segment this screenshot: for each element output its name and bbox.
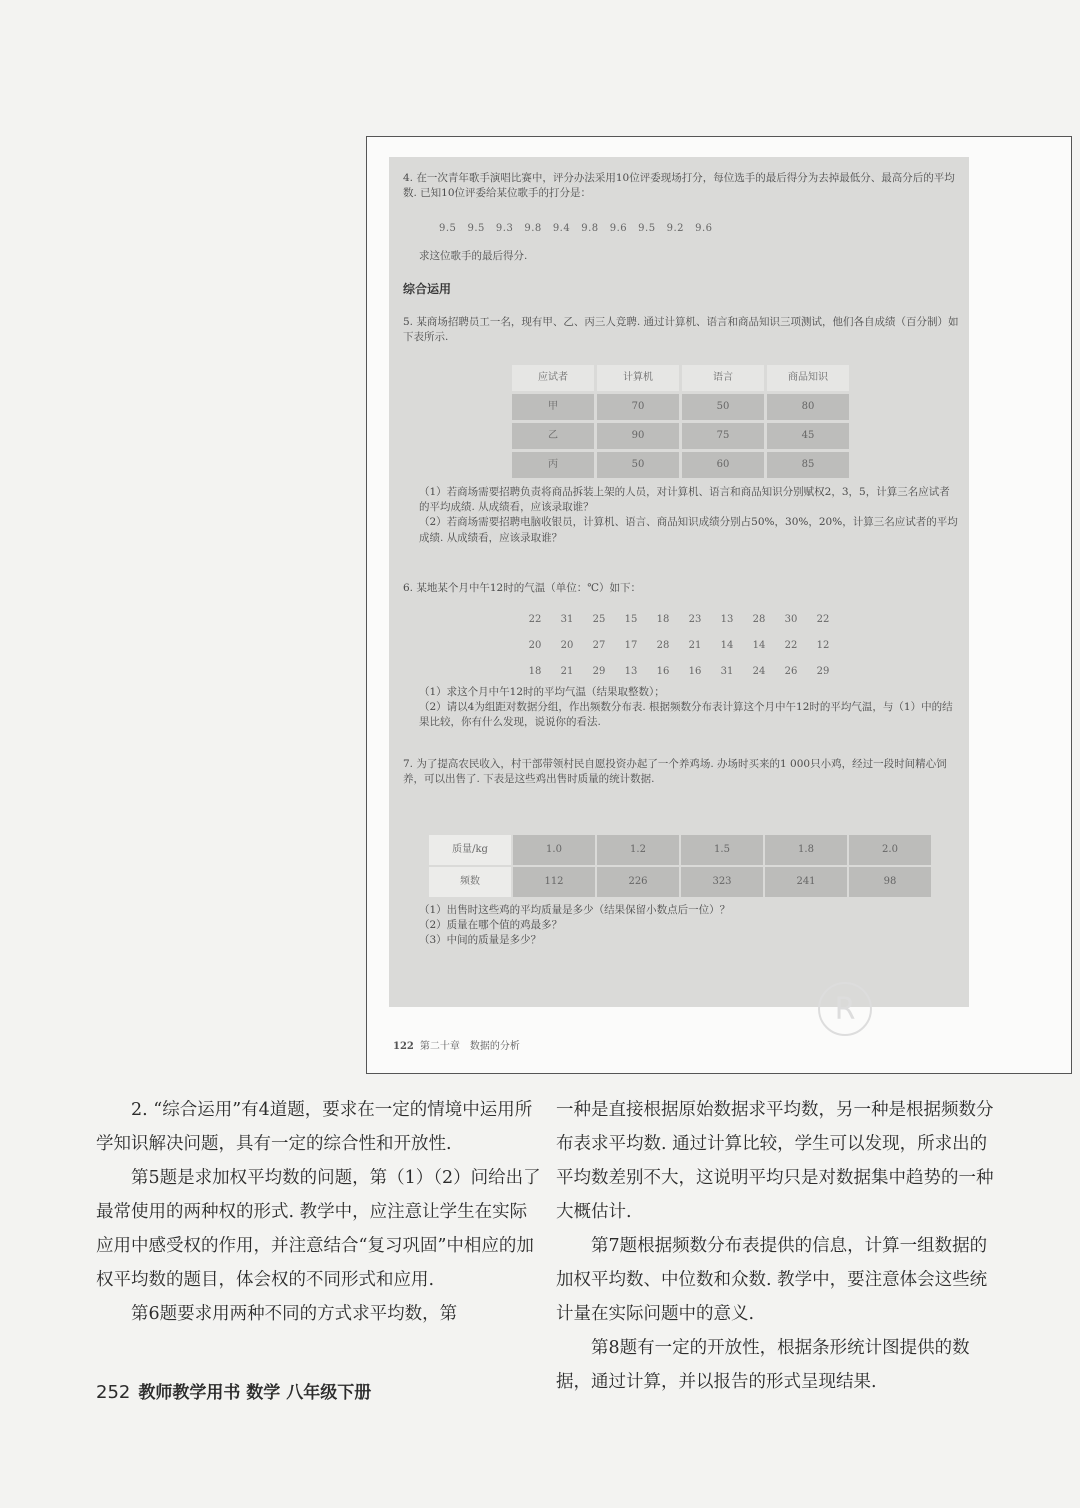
table-cell: 50	[682, 394, 764, 420]
inset-page-footer	[393, 1037, 520, 1052]
table-cell: 26	[784, 665, 798, 677]
table-cell: 31	[560, 613, 574, 625]
table-cell: 31	[720, 665, 734, 677]
table-cell: 22	[528, 613, 542, 625]
table-cell: 21	[688, 639, 702, 651]
table-cell: 甲	[512, 394, 594, 420]
paragraph: 第5题是求加权平均数的问题，第（1）（2）问给出了最常使用的两种权的形式. 教学中，应注意让学生在实际应用中感受权的作用，并注意结合“复习巩固”中相应的加权平均数的题目，体会权的不同形式和应用.	[96, 1168, 541, 1290]
left-column	[96, 1093, 544, 1331]
paragraph: 一种是直接根据原始数据求平均数，另一种是根据频数分布表求平均数. 通过计算比较，学生可以发现，所求出的平均数差别不大，这说明平均只是对数据集中趋势的一种大概估计.	[556, 1100, 994, 1222]
book-title: 教师教学用书 数学 八年级下册	[138, 1383, 372, 1403]
table-cell: 2.0	[849, 835, 931, 865]
table-cell: 241	[765, 867, 847, 897]
table-header: 应试者	[512, 365, 594, 391]
table-cell: 13	[720, 613, 734, 625]
exercise-6-text: 6. 某地某个月中午12时的气温（单位：℃）如下：	[403, 582, 641, 594]
score: 9.5	[638, 223, 656, 234]
paragraph: 第6题要求用两种不同的方式求平均数，第	[131, 1304, 458, 1324]
exercise-4-scores	[439, 222, 712, 237]
table-cell: 85	[767, 452, 849, 478]
table-cell: 80	[767, 394, 849, 420]
table-cell: 16	[688, 665, 702, 677]
table-cell: 23	[688, 613, 702, 625]
table-header: 频数	[429, 867, 511, 897]
score: 9.5	[467, 223, 485, 234]
exercise-7-table	[427, 833, 933, 899]
table-cell: 60	[682, 452, 764, 478]
table-cell: 17	[624, 639, 638, 651]
table-cell: 22	[784, 639, 798, 651]
exercise-7-q3: （3）中间的质量是多少？	[419, 934, 542, 947]
exercise-7-q1: （1）出售时这些鸡的平均质量是多少（结果保留小数点后一位）？	[419, 904, 731, 916]
exercise-panel	[389, 157, 969, 1007]
exercise-5-table	[509, 362, 852, 481]
table-cell: 28	[656, 639, 670, 651]
table-cell: 13	[624, 665, 638, 677]
svg-text:R: R	[834, 992, 856, 1027]
exercise-6-q2: （2）请以4为组距对数据分组，作出频数分布表. 根据频数分布表计算这个月中午12时的平均气温，与（1）中的结果比较，你有什么发现，说说你的看法.	[419, 701, 953, 729]
table-cell: 25	[592, 613, 606, 625]
table-cell: 28	[752, 613, 766, 625]
table-cell: 乙	[512, 423, 594, 449]
table-cell: 29	[592, 665, 606, 677]
score: 9.4	[552, 223, 571, 234]
exercise-7-text: 7. 为了提高农民收入，村干部带领村民自愿投资办起了一个养鸡场. 办场时买来的1 000只小鸡，经过一段时间精心饲养，可以出售了. 下表是这些鸡出售时质量的统计数据.	[403, 758, 947, 786]
table-header: 商品知识	[767, 365, 849, 391]
table-cell: 15	[624, 613, 638, 625]
table-cell: 14	[752, 639, 766, 651]
table-header: 语言	[682, 365, 764, 391]
table-cell: 323	[681, 867, 763, 897]
table-cell: 24	[752, 665, 766, 677]
table-cell: 14	[720, 639, 734, 651]
table-cell: 45	[767, 423, 849, 449]
exercise-6-temperature-table	[519, 607, 839, 685]
right-column	[556, 1093, 1004, 1399]
table-cell: 90	[597, 423, 679, 449]
table-cell: 21	[560, 665, 574, 677]
table-cell: 1.5	[681, 835, 763, 865]
table-cell: 22	[816, 613, 830, 625]
table-cell: 98	[849, 867, 931, 897]
table-cell: 18	[656, 613, 670, 625]
inset-page-number: 122	[393, 1041, 414, 1052]
table-cell: 18	[528, 665, 542, 677]
table-cell: 70	[597, 394, 679, 420]
table-cell: 1.8	[765, 835, 847, 865]
table-cell: 20	[560, 639, 574, 651]
table-cell: 1.0	[513, 835, 595, 865]
table-header: 计算机	[597, 365, 679, 391]
exercise-5-text: 5. 某商场招聘员工一名，现有甲、乙、丙三人竞聘. 通过计算机、语言和商品知识三项测试，他们各自成绩（百分制）如下表所示.	[403, 316, 959, 344]
score: 9.5	[439, 223, 457, 234]
exercise-6-q1: （1）求这个月中午12时的平均气温（结果取整数）；	[419, 686, 665, 698]
table-cell: 112	[513, 867, 595, 897]
page-number: 252	[96, 1382, 131, 1403]
table-cell: 1.2	[597, 835, 679, 865]
paragraph: 第8题有一定的开放性，根据条形统计图提供的数据，通过计算，并以报告的形式呈现结果.	[556, 1338, 970, 1392]
table-cell: 75	[682, 423, 764, 449]
table-cell: 30	[784, 613, 798, 625]
page-footer	[96, 1378, 371, 1403]
score: 9.6	[695, 223, 713, 234]
exercise-4-tail: 求这位歌手的最后得分.	[419, 250, 528, 262]
table-cell: 50	[597, 452, 679, 478]
table-cell: 16	[656, 665, 670, 677]
paragraph: 2. “综合运用”有4道题，要求在一定的情境中运用所学知识解决问题，具有一定的综合性和开放性.	[96, 1100, 533, 1154]
table-cell: 20	[528, 639, 542, 651]
registered-mark-icon	[815, 979, 875, 1039]
table-cell: 丙	[512, 452, 594, 478]
textbook-page-image	[366, 136, 1072, 1074]
score: 9.6	[609, 223, 628, 234]
score: 9.2	[666, 223, 685, 234]
exercise-7-q2: （2）质量在哪个值的鸡最多？	[419, 919, 563, 932]
table-cell: 226	[597, 867, 679, 897]
exercise-5-q2: （2）若商场需要招聘电脑收银员，计算机、语言、商品知识成绩分别占50%，30%，20%，计算三名应试者的平均成绩. 从成绩看，应该录取谁？	[419, 516, 958, 544]
score: 9.8	[524, 223, 542, 234]
exercise-6-questions	[419, 685, 959, 731]
exercise-4-text: 4. 在一次青年歌手演唱比赛中，评分办法采用10位评委现场打分，每位选手的最后得分为去掉最低分、最高分后的平均数. 已知10位评委给某位歌手的打分是：	[403, 172, 955, 200]
table-cell: 29	[816, 665, 830, 677]
section-title: 综合运用	[403, 282, 452, 296]
table-header: 质量/kg	[429, 835, 511, 865]
exercise-7-questions	[419, 903, 959, 949]
paragraph: 第7题根据频数分布表提供的信息，计算一组数据的加权平均数、中位数和众数. 教学中，要注意体会这些统计量在实际问题中的意义.	[556, 1236, 988, 1324]
inset-chapter-title: 第二十章 数据的分析	[419, 1041, 520, 1052]
table-cell: 27	[592, 639, 606, 651]
score: 9.3	[495, 223, 514, 234]
exercise-5-questions	[419, 485, 959, 546]
exercise-5-q1: （1）若商场需要招聘负责将商品拆装上架的人员，对计算机、语言和商品知识分别赋权2，3，5，计算三名应试者的平均成绩. 从成绩看，应该录取谁？	[419, 486, 950, 514]
table-cell: 12	[816, 639, 830, 651]
score: 9.8	[581, 223, 599, 234]
